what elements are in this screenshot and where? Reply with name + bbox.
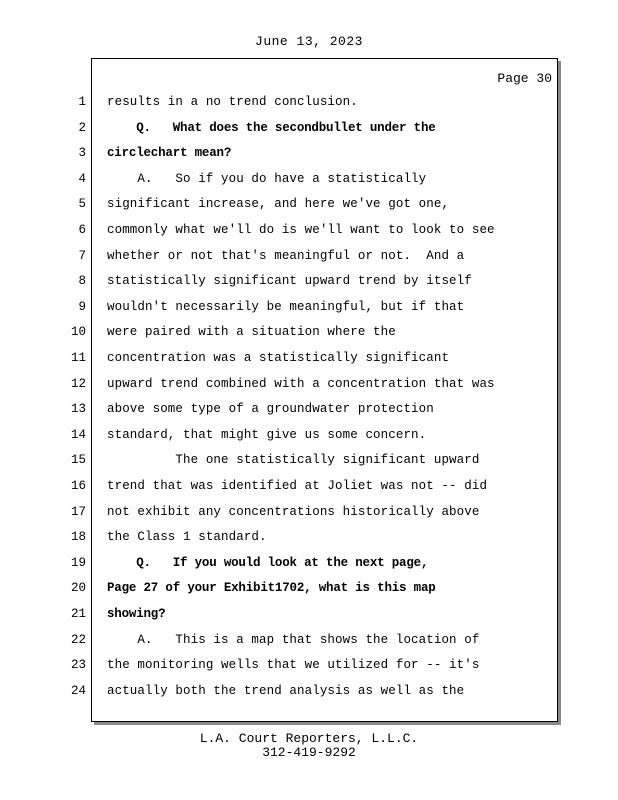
footer [0, 732, 618, 760]
transcript-line: standard, that might give us some concern. [107, 428, 427, 442]
transcript-line: The one statistically significant upward [107, 453, 480, 467]
transcript-line: significant increase, and here we've got one, [107, 197, 450, 211]
transcript-line: Q. What does the secondbullet under the [107, 121, 436, 135]
transcript-line: showing? [107, 607, 166, 621]
line-number: 11 [70, 351, 86, 365]
line-number: 3 [78, 146, 86, 160]
transcript-line: not exhibit any concentrations historically above [107, 505, 480, 519]
transcript-date: June 13, 2023 [255, 34, 363, 49]
line-number: 1 [78, 95, 86, 109]
line-number: 24 [70, 684, 86, 698]
transcript-line: commonly what we'll do is we'll want to look to see [107, 223, 495, 237]
line-number: 16 [70, 479, 86, 493]
transcript-line: wouldn't necessarily be meaningful, but if that [107, 300, 465, 314]
line-number: 10 [70, 325, 86, 339]
transcript-line: the monitoring wells that we utilized for -- it's [107, 658, 480, 672]
line-number: 23 [70, 658, 86, 672]
transcript-line: above some type of a groundwater protection [107, 402, 434, 416]
reporter-phone: 312-419-9292 [262, 745, 356, 760]
line-number: 13 [70, 402, 86, 416]
line-number: 8 [78, 274, 86, 288]
line-number: 19 [70, 556, 86, 570]
reporter-company: L.A. Court Reporters, L.L.C. [199, 731, 419, 746]
transcript-line: A. So if you do have a statistically [107, 172, 427, 186]
line-number: 12 [70, 377, 86, 391]
page-number: Page 30 [497, 71, 552, 86]
line-number: 2 [78, 121, 86, 135]
transcript-line: upward trend combined with a concentration that was [107, 377, 495, 391]
transcript-line: Q. If you would look at the next page, [107, 556, 429, 570]
line-number: 14 [70, 428, 86, 442]
line-number: 9 [78, 300, 86, 314]
line-number: 7 [78, 249, 86, 263]
line-number: 21 [70, 607, 86, 621]
transcript-line: actually both the trend analysis as well as the [107, 684, 465, 698]
transcript-line: the Class 1 standard. [107, 530, 267, 544]
transcript-line: results in a no trend conclusion. [107, 95, 358, 109]
line-number: 18 [70, 530, 86, 544]
transcript-line: statistically significant upward trend by itself [107, 274, 472, 288]
line-number: 22 [70, 633, 86, 647]
transcript-line: Page 27 of your Exhibit1702, what is this map [107, 581, 436, 595]
transcript-line: A. This is a map that shows the location of [107, 633, 480, 647]
line-number: 6 [78, 223, 86, 237]
line-number: 4 [78, 172, 86, 186]
transcript-line: whether or not that's meaningful or not. And a [107, 249, 465, 263]
transcript-line: concentration was a statistically significant [107, 351, 450, 365]
line-number: 17 [70, 505, 86, 519]
transcript-line: circlechart mean? [107, 146, 232, 160]
transcript-line: were paired with a situation where the [107, 325, 396, 339]
line-number: 15 [70, 453, 86, 467]
line-number: 20 [70, 581, 86, 595]
transcript-line: trend that was identified at Joliet was not -- did [107, 479, 488, 493]
line-number: 5 [78, 197, 86, 211]
